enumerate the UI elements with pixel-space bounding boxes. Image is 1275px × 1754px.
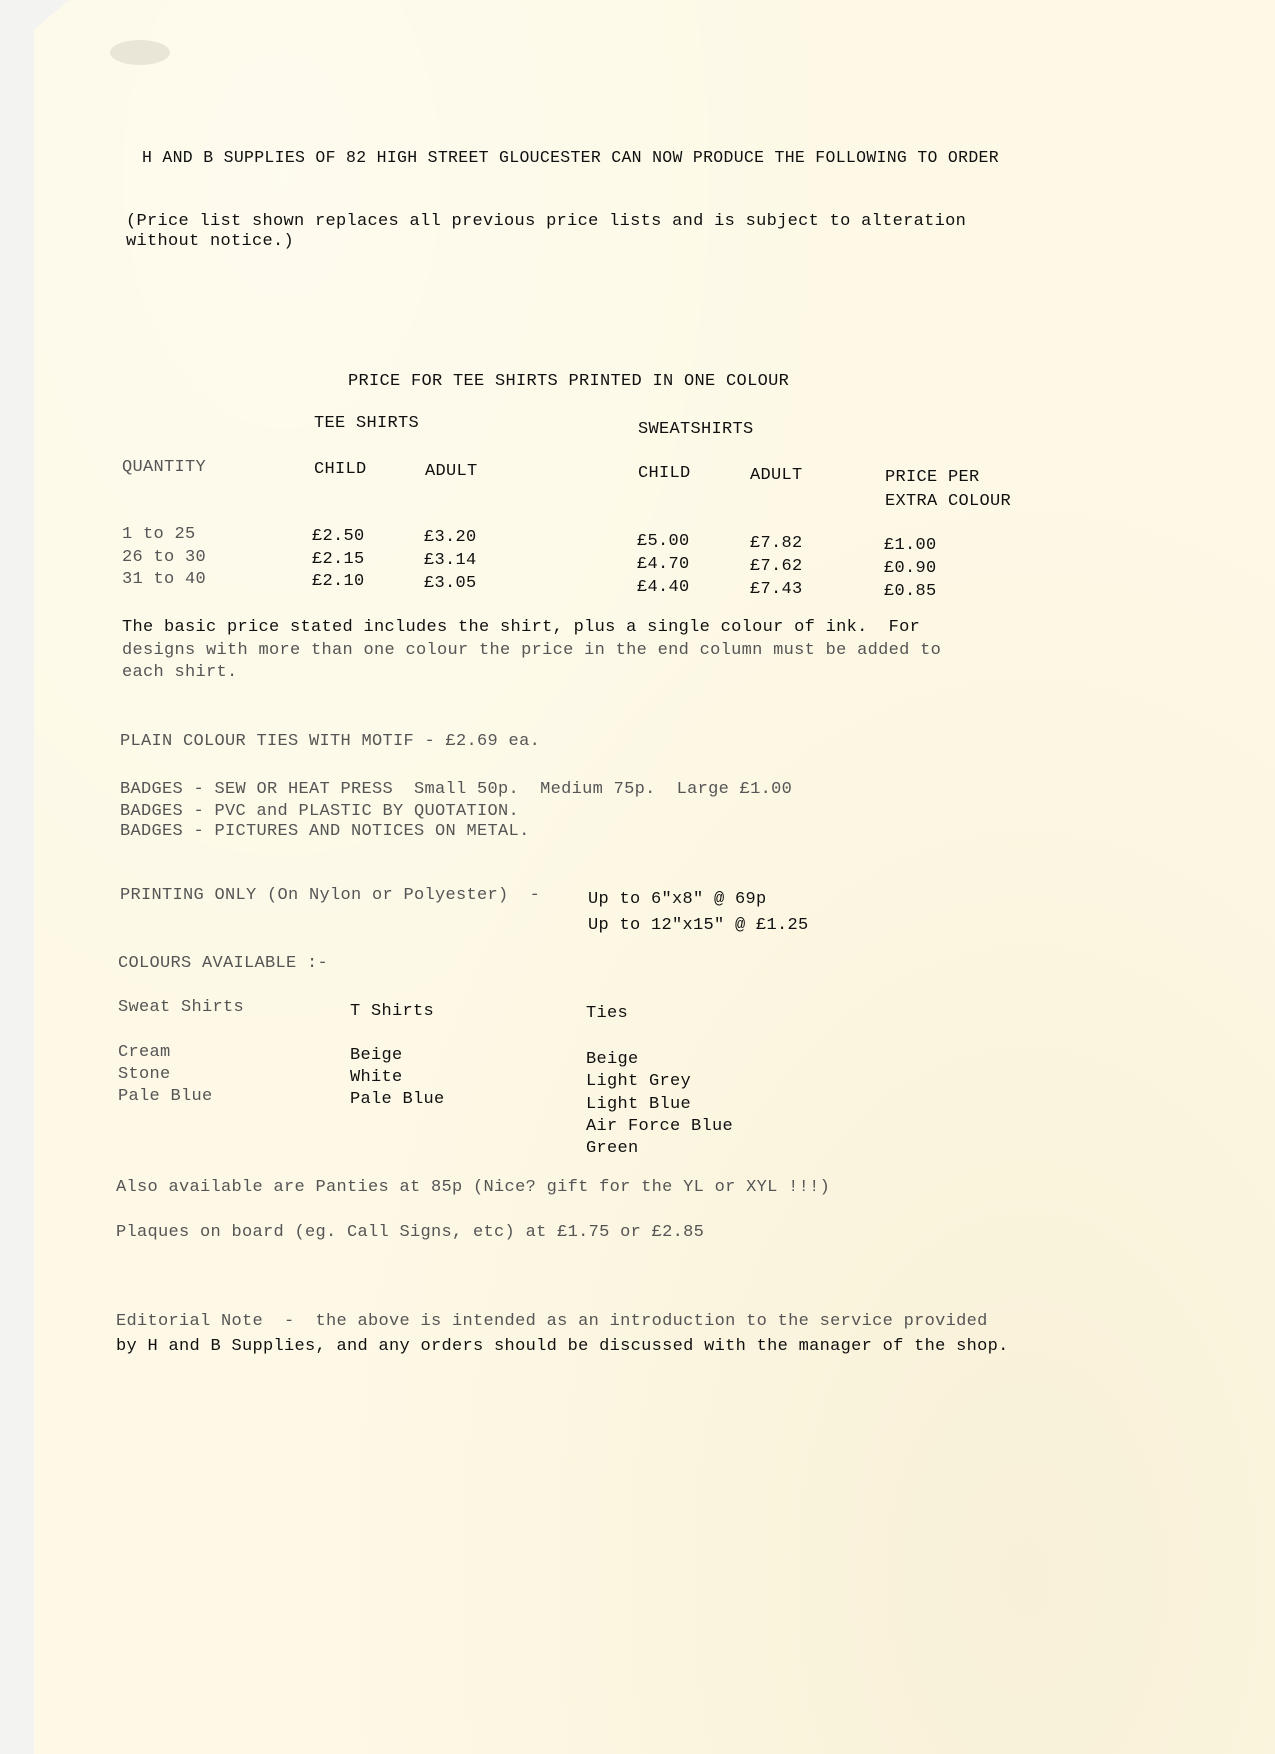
row-sweat-child: £4.40	[637, 578, 690, 597]
col-quantity: QUANTITY	[122, 458, 207, 477]
plaques-offer: Plaques on board (eg. Call Signs, etc) at £1.75 or £2.85	[116, 1223, 705, 1242]
row-sweat-adult: £7.82	[750, 534, 803, 553]
badges-line-1: BADGES - SEW OR HEAT PRESS Small 50p. Medium 75p. Large £1.00	[120, 780, 793, 799]
row-sweat-adult: £7.62	[750, 557, 803, 576]
row-extra: £1.00	[884, 536, 937, 555]
editorial-note-line-2: by H and B Supplies, and any orders should be discussed with the manager of the shop.	[116, 1337, 1009, 1356]
printing-option-2: Up to 12"x15" @ £1.25	[588, 916, 809, 935]
colour-sweat-item: Cream	[118, 1043, 171, 1062]
panties-offer: Also available are Panties at 85p (Nice? gift for the YL or XYL !!!)	[116, 1178, 831, 1197]
badges-line-3: BADGES - PICTURES AND NOTICES ON METAL.	[120, 822, 530, 841]
row-tee-child: £2.50	[312, 527, 365, 546]
price-note-line-3: each shirt.	[122, 663, 238, 682]
paper-sheet	[34, 0, 1275, 1754]
colour-tie-item: Green	[586, 1139, 639, 1158]
price-note-line-2: designs with more than one colour the price in the end column must be added to	[122, 641, 942, 660]
badges-line-2: BADGES - PVC and PLASTIC BY QUOTATION.	[120, 802, 520, 821]
row-quantity: 1 to 25	[122, 525, 196, 544]
editorial-note-line-1: Editorial Note - the above is intended as an introduction to the service provided	[116, 1312, 988, 1331]
colour-sweat-item: Pale Blue	[118, 1087, 213, 1106]
row-sweat-adult: £7.43	[750, 580, 803, 599]
group-sweatshirts: SWEATSHIRTS	[638, 420, 754, 439]
colour-tshirt-item: Beige	[350, 1046, 403, 1065]
row-tee-adult: £3.14	[424, 551, 477, 570]
row-sweat-child: £5.00	[637, 532, 690, 551]
group-tee-shirts: TEE SHIRTS	[314, 414, 420, 433]
colours-sweat-heading: Sweat Shirts	[118, 998, 245, 1017]
notice-line-1: (Price list shown replaces all previous price lists and is subject to alteration	[126, 212, 967, 231]
colours-tshirt-heading: T Shirts	[350, 1002, 435, 1021]
col-sweat-adult: ADULT	[750, 466, 803, 485]
colours-heading: COLOURS AVAILABLE :-	[118, 954, 329, 973]
colour-tshirt-item: White	[350, 1068, 403, 1087]
colour-tie-item: Light Grey	[586, 1072, 692, 1091]
printing-label: PRINTING ONLY (On Nylon or Polyester) -	[120, 886, 541, 905]
colour-sweat-item: Stone	[118, 1065, 171, 1084]
col-tee-adult: ADULT	[425, 462, 478, 481]
colour-tie-item: Air Force Blue	[586, 1117, 734, 1136]
row-tee-adult: £3.20	[424, 528, 477, 547]
row-extra: £0.90	[884, 559, 937, 578]
colour-tshirt-item: Pale Blue	[350, 1090, 445, 1109]
ties-price: PLAIN COLOUR TIES WITH MOTIF - £2.69 ea.	[120, 732, 541, 751]
row-tee-child: £2.15	[312, 550, 365, 569]
notice-line-2: without notice.)	[126, 232, 295, 251]
colour-tie-item: Beige	[586, 1050, 639, 1069]
col-tee-child: CHILD	[314, 460, 367, 479]
col-sweat-child: CHILD	[638, 464, 691, 483]
price-table-title: PRICE FOR TEE SHIRTS PRINTED IN ONE COLOUR	[348, 372, 790, 391]
colour-tie-item: Light Blue	[586, 1095, 692, 1114]
col-extra-line2: EXTRA COLOUR	[885, 492, 1012, 511]
row-sweat-child: £4.70	[637, 555, 690, 574]
paper-crease	[110, 40, 170, 65]
row-extra: £0.85	[884, 582, 937, 601]
page-title: H AND B SUPPLIES OF 82 HIGH STREET GLOUCESTER CAN NOW PRODUCE THE FOLLOWING TO ORDER	[142, 148, 999, 167]
row-tee-child: £2.10	[312, 572, 365, 591]
printing-option-1: Up to 6"x8" @ 69p	[588, 890, 767, 909]
colours-ties-heading: Ties	[586, 1004, 629, 1023]
row-quantity: 26 to 30	[122, 548, 207, 567]
col-extra-line1: PRICE PER	[885, 468, 980, 487]
row-tee-adult: £3.05	[424, 574, 477, 593]
row-quantity: 31 to 40	[122, 570, 207, 589]
price-note-line-1: The basic price stated includes the shirt, plus a single colour of ink. For	[122, 618, 921, 637]
